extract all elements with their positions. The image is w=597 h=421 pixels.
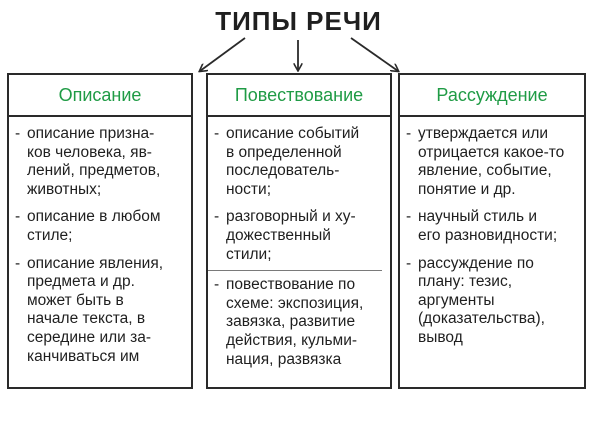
list-item: - описание явления, предмета и др. может быть в начале текста, в середине или за- канчиваться им bbox=[15, 255, 187, 367]
list-item: - научный стиль и его разновидности; bbox=[406, 208, 580, 245]
list-item: - описание призна- ков человека, яв- лений, предметов, животных; bbox=[15, 125, 187, 199]
column-narration bbox=[206, 73, 392, 389]
list-item: - повествование по схеме: экспозиция, завязка, развитие действия, кульми- нация, развязка bbox=[214, 276, 386, 369]
list-item: - описание в любом стиле; bbox=[15, 208, 187, 245]
list-item: - разговорный и ху- дожественный стили; bbox=[214, 208, 386, 264]
column-reasoning bbox=[398, 73, 586, 389]
arrow-left bbox=[200, 38, 245, 71]
column-header-reasoning: Рассуждение bbox=[400, 75, 584, 117]
arrow-right bbox=[351, 38, 398, 71]
column-description bbox=[7, 73, 193, 389]
divider bbox=[208, 270, 382, 271]
column-header-description: Описание bbox=[9, 75, 191, 117]
list-item: - рассуждение по плану: тезис, аргументы (доказательства), вывод bbox=[406, 255, 580, 348]
list-item: - описание событий в определенной последователь- ности; bbox=[214, 125, 386, 199]
list-item: - утверждается или отрицается какое-то явление, событие, понятие и др. bbox=[406, 125, 580, 199]
column-header-narration: Повествование bbox=[208, 75, 390, 117]
diagram-title: ТИПЫ РЕЧИ bbox=[215, 6, 382, 36]
